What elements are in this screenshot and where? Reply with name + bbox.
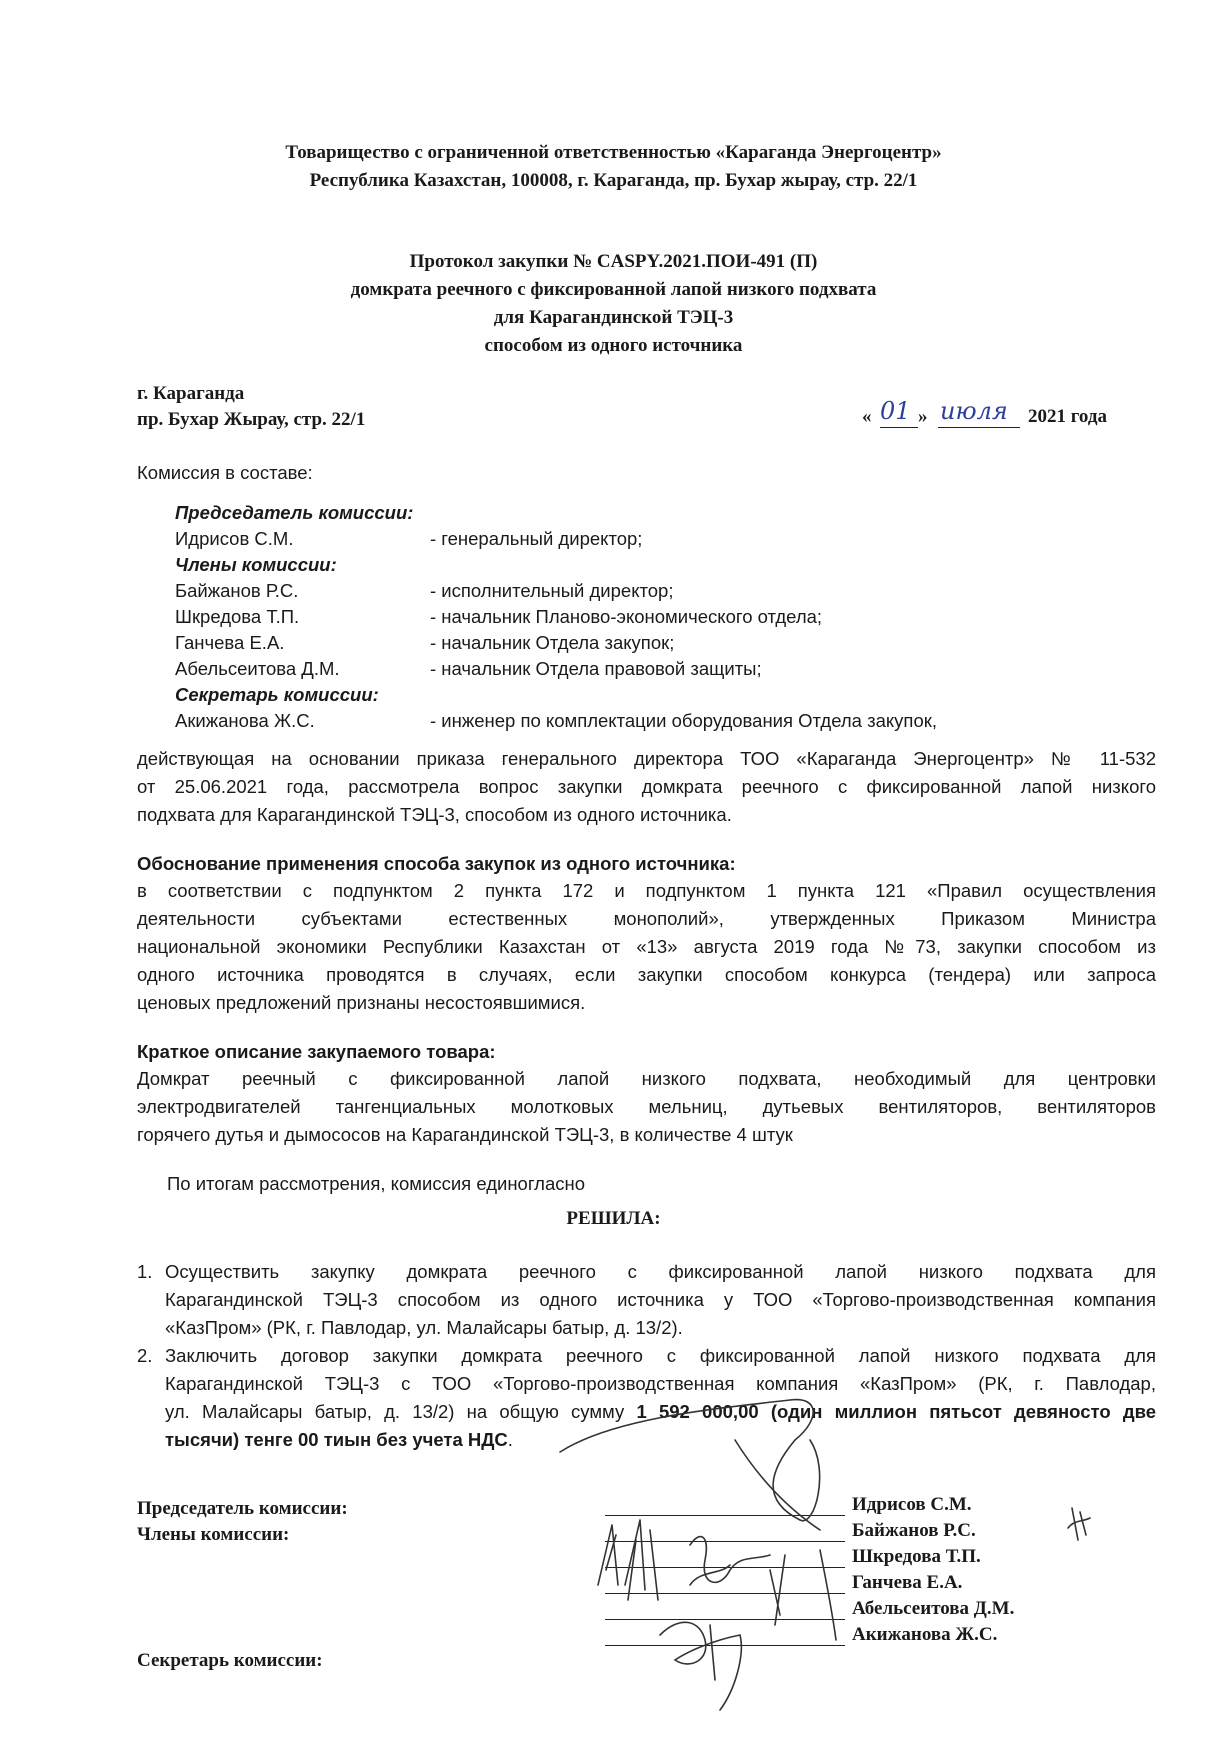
chair-heading: Председатель комиссии:: [175, 502, 414, 523]
date-year: 2021 года: [1028, 406, 1107, 427]
decision-number: 1.: [137, 1261, 153, 1282]
decision-amount: 1 592 000,00 (один миллион пятьсот девяносто две: [636, 1401, 1156, 1422]
protocol-method: способом из одного источника: [484, 335, 743, 356]
member-role: - начальник Планово-экономического отдела;: [430, 606, 823, 627]
paragraph-line: Домкрат реечный с фиксированной лапой низкого подхвата, необходимый для центровки: [137, 1068, 1156, 1089]
decision-number: 2.: [137, 1345, 153, 1366]
paragraph-line: Заключить договор закупки домкрата реечного с фиксированной лапой низкого подхвата для: [165, 1345, 1156, 1366]
member-role: - начальник Отдела правовой защиты;: [430, 658, 762, 679]
chair-role: - генеральный директор;: [430, 528, 643, 549]
paragraph-line: от 25.06.2021 года, рассмотрела вопрос закупки домкрата реечного с фиксированной лапой низкого: [137, 776, 1156, 797]
paragraph-line: Осуществить закупку домкрата реечного с фиксированной лапой низкого подхвата для: [165, 1261, 1156, 1282]
chair-name: Идрисов С.М.: [175, 528, 294, 549]
paragraph-line: одного источника проводятся в случаях, если закупки способом конкурса (тендера) или запроса: [137, 964, 1156, 985]
signatory-name: Абельсеитова Д.М.: [852, 1598, 1015, 1619]
paragraph-line: деятельности субъектами естественных монополий», утвержденных Приказом Министра: [137, 908, 1156, 929]
place-city: г. Караганда: [137, 383, 245, 404]
decision-text: ул. Малайсары батыр, д. 13/2) на общую сумму: [165, 1401, 637, 1422]
place-address: пр. Бухар Жырау, стр. 22/1: [137, 409, 366, 430]
paragraph-line: действующая на основании приказа генерального директора ТОО «Караганда Энергоцентр» № 11-532: [137, 748, 1156, 769]
date-close-quote: »: [918, 406, 928, 427]
signatory-name: Шкредова Т.П.: [852, 1546, 981, 1567]
paragraph-line: ценовых предложений признаны несостоявшимися.: [137, 992, 586, 1013]
org-address: Республика Казахстан, 100008, г. Караганда, пр. Бухар жырау, стр. 22/1: [309, 170, 918, 191]
member-name: Абельсеитова Д.М.: [175, 658, 340, 679]
member-name: Шкредова Т.П.: [175, 606, 300, 627]
protocol-site: для Карагандинской ТЭЦ-3: [493, 307, 734, 328]
paragraph-line: Карагандинской ТЭЦ-3 с ТОО «Торгово-производственная компания «КазПром» (РК, г. Павлодар,: [165, 1373, 1156, 1394]
paragraph-line: горячего дутья и дымососов на Карагандинской ТЭЦ-3, в количестве 4 штук: [137, 1124, 793, 1145]
signatory-name: Идрисов С.М.: [852, 1494, 972, 1515]
paragraph-line: электродвигателей тангенциальных молотковых мельниц, дутьевых вентиляторов, вентиляторов: [137, 1096, 1156, 1117]
decision-text: .: [507, 1429, 513, 1450]
secretary-name: Акижанова Ж.С.: [175, 710, 315, 731]
description-heading: Краткое описание закупаемого товара:: [137, 1041, 496, 1062]
member-name: Ганчева Е.А.: [175, 632, 285, 653]
outcome-intro: По итогам рассмотрения, комиссия единогласно: [167, 1173, 586, 1194]
decided-heading: РЕШИЛА:: [566, 1208, 661, 1229]
member-name: Байжанов Р.С.: [175, 580, 299, 601]
signatory-name: Байжанов Р.С.: [852, 1520, 976, 1541]
signatory-name: Акижанова Ж.С.: [852, 1624, 998, 1645]
paragraph-line: подхвата для Карагандинской ТЭЦ-3, способом из одного источника.: [137, 804, 732, 825]
date-day: 01: [880, 397, 911, 425]
paragraph-line: «КазПром» (РК, г. Павлодар, ул. Малайсары батыр, д. 13/2).: [165, 1317, 683, 1338]
date-month: июля: [940, 397, 1008, 425]
members-heading: Члены комиссии:: [175, 554, 337, 575]
members-sign-label: Члены комиссии:: [137, 1524, 290, 1545]
member-role: - начальник Отдела закупок;: [430, 632, 675, 653]
paragraph-line: Карагандинской ТЭЦ-3 способом из одного источника у ТОО «Торгово-производственная компания: [165, 1289, 1156, 1310]
commission-intro: Комиссия в составе:: [137, 462, 313, 483]
secretary-role: - инженер по комплектации оборудования Отдела закупок,: [430, 710, 937, 731]
paragraph-line: в соответствии с подпунктом 2 пункта 172 и подпунктом 1 пункта 121 «Правил осуществления: [137, 880, 1156, 901]
protocol-subject: домкрата реечного с фиксированной лапой низкого подхвата: [350, 279, 877, 300]
org-name: Товарищество с ограниченной ответственностью «Караганда Энергоцентр»: [285, 142, 942, 163]
member-role: - исполнительный директор;: [430, 580, 674, 601]
secretary-heading: Секретарь комиссии:: [175, 684, 379, 705]
date-open-quote: «: [862, 406, 872, 427]
chair-sign-label: Председатель комиссии:: [137, 1498, 348, 1519]
justification-heading: Обоснование применения способа закупок из одного источника:: [137, 853, 736, 874]
paragraph-line: национальной экономики Республики Казахстан от «13» августа 2019 года №73, закупки способом из: [137, 936, 1156, 957]
protocol-title: Протокол закупки № CASPY.2021.ПОИ-491 (П): [409, 251, 818, 272]
signatory-name: Ганчева Е.А.: [852, 1572, 963, 1593]
decision-amount: тысячи) тенге 00 тиын без учета НДС: [165, 1429, 508, 1450]
secretary-sign-label: Секретарь комиссии:: [137, 1650, 323, 1671]
